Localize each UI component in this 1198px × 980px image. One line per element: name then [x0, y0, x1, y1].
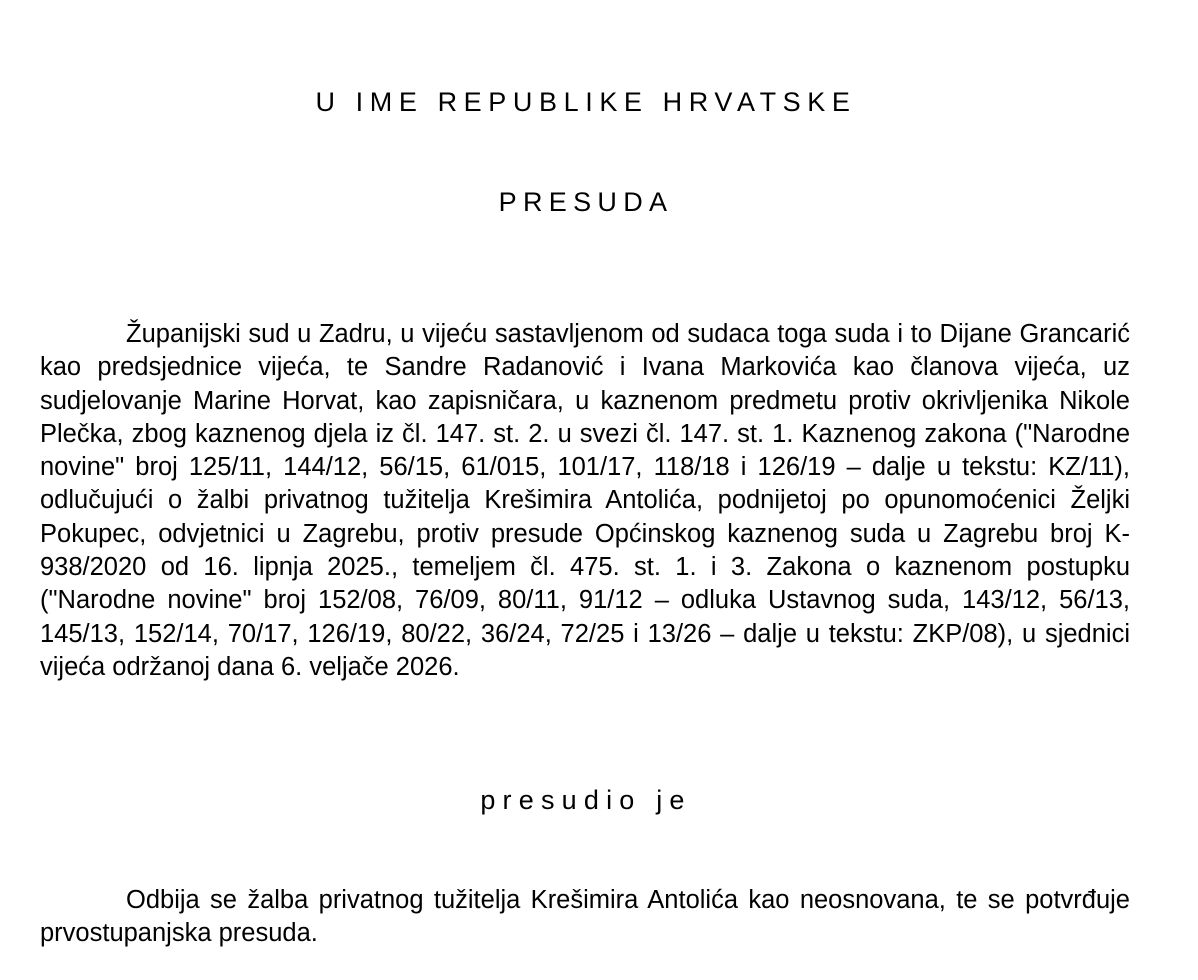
- intro-paragraph: Županijski sud u Zadru, u vijeću sastavljenom od sudaca toga suda i to Dijane Grancarić kao predsjednice vijeća, te Sandre Radanović i Ivana Markovića kao članova vijeća, uz sudjelovanje Marine Horvat, kao zapisničara, u kaznenom predmetu protiv okrivljenika Nikole Plečka, zbog kaznenog djela iz čl. 147. st. 2. u svezi čl. 147. st. 1. Kaznenog zakona ("Narodne novine" broj 125/11, 144/12, 56/15, 61/015, 101/17, 118/18 i 126/19 – dalje u tekstu: KZ/11), odlučujući o žalbi privatnog tužitelja Krešimira Antolića, podnijetoj po opunomoćenici Željki Pokupec, odvjetnici u Zagrebu, protiv presude Općinskog kaznenog suda u Zagrebu broj K-938/2020 od 16. lipnja 2025., temeljem čl. 475. st. 1. i 3. Zakona o kaznenom postupku ("Narodne novine" broj 152/08, 76/09, 80/11, 91/12 – odluka Ustavnog suda, 143/12, 56/13, 145/13, 152/14, 70/17, 126/19, 80/22, 36/24, 72/25 i 13/26 – dalje u tekstu: ZKP/08), u sjednici vijeća održanoj dana 6. veljače 2026.: [40, 320, 1130, 681]
- heading-in-the-name-of-republic: U IME REPUBLIKE HRVATSKE: [315, 87, 857, 117]
- heading-ruled: presudio je: [480, 785, 692, 815]
- decision-paragraph: Odbija se žalba privatnog tužitelja Krešimira Antolića kao neosnovana, te se potvrđuje prvostupanjska presuda.: [40, 886, 1130, 948]
- heading-verdict: PRESUDA: [498, 187, 674, 217]
